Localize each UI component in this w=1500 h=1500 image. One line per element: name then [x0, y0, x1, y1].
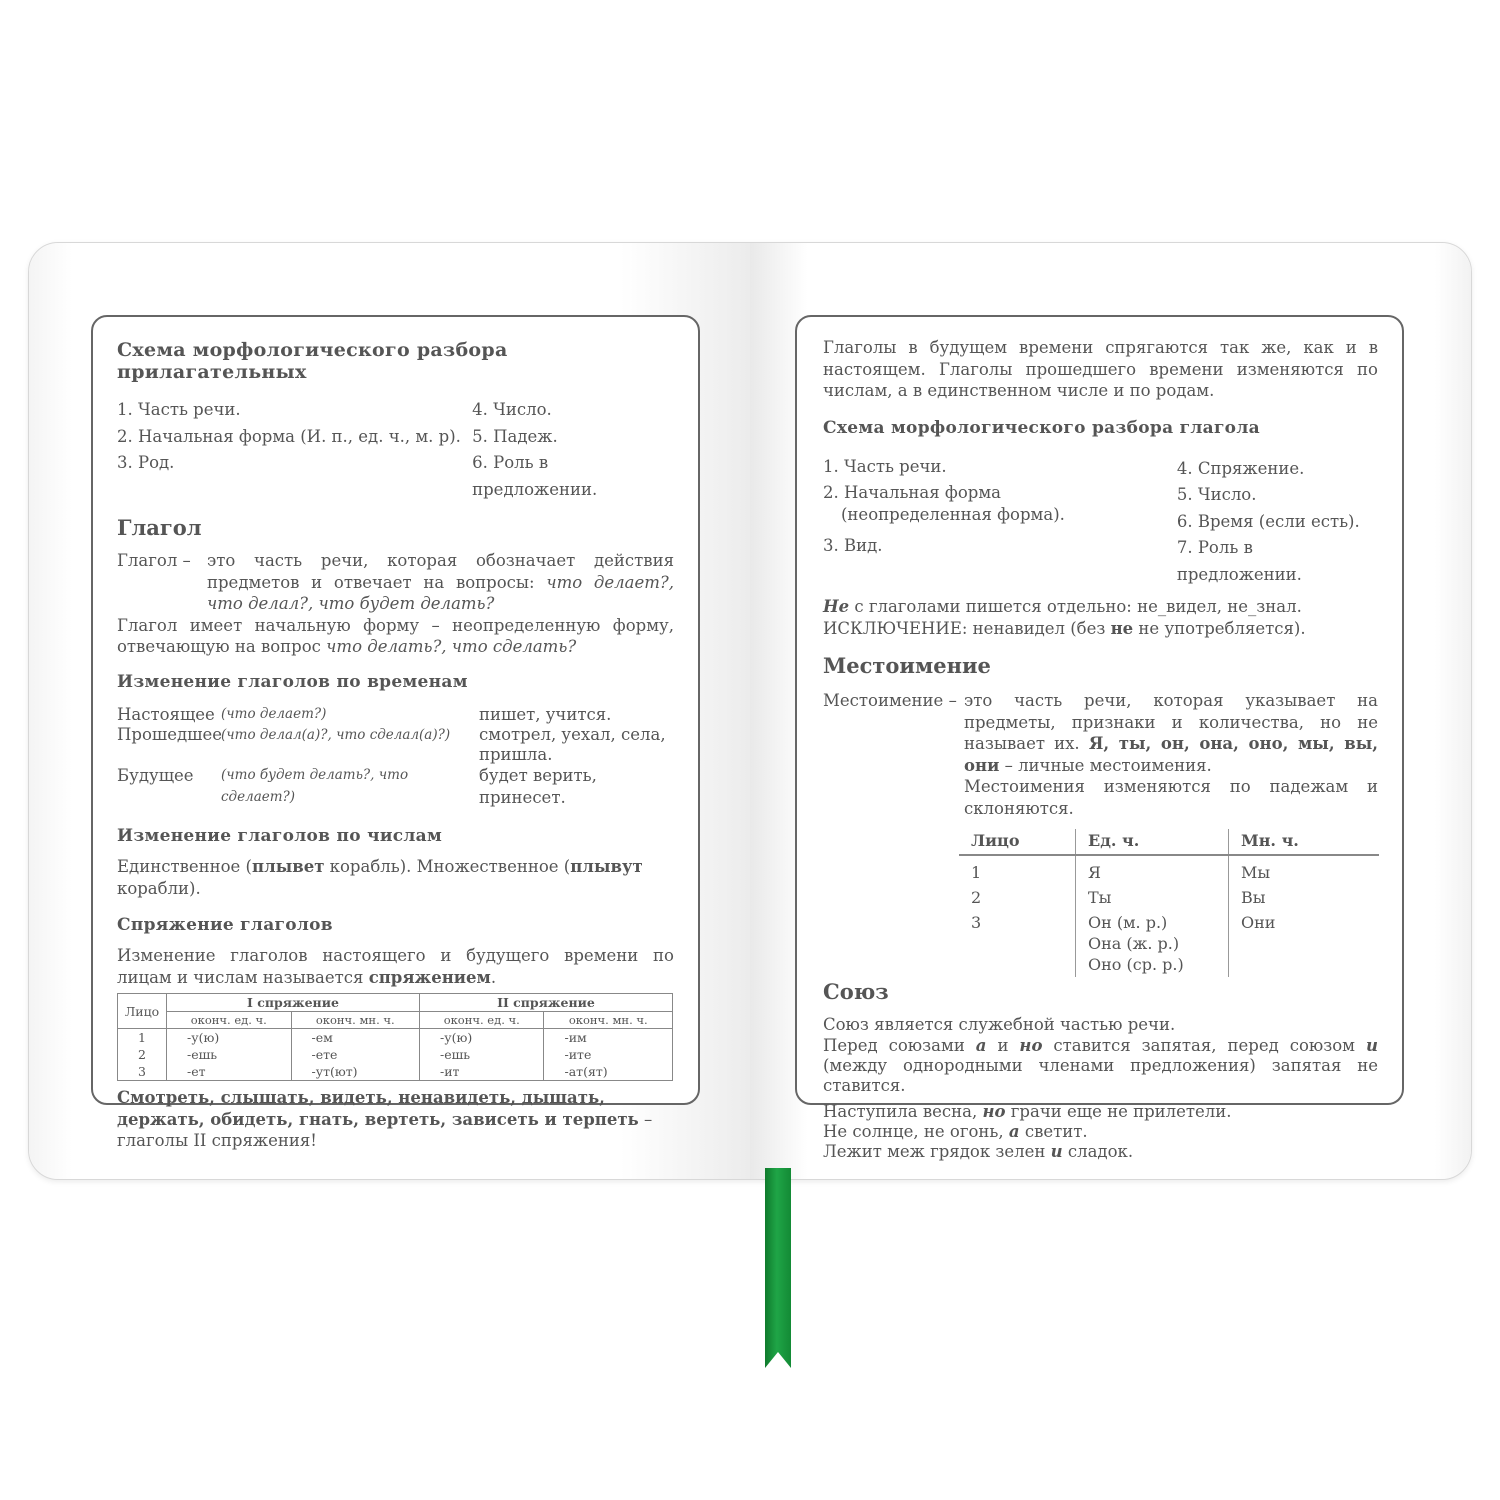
table-row: [118, 1029, 673, 1047]
list-item: 3. Вид.: [823, 536, 883, 555]
text-span: ИСКЛЮЧЕНИЕ:: [823, 618, 968, 638]
text-span: это часть речи, которая указывает на предметы, признаки и количества, но не называет их.: [964, 691, 1378, 753]
conjunction-examples: [823, 1102, 1378, 1162]
text-span: -ешь: [167, 1046, 292, 1063]
text-span: Глагол имеет начальную форму – неопределенную форму, отвечающую на вопрос: [117, 615, 674, 656]
conjugation-text: [117, 945, 674, 988]
text-span: (что делает?): [221, 705, 327, 722]
text-span: Прошедшее: [117, 725, 223, 744]
tense-list: [117, 704, 674, 809]
text-span: и: [1366, 1035, 1378, 1055]
list-item: 5. Число.: [1176, 485, 1257, 504]
text-span: будет верить, принесет.: [479, 766, 597, 807]
list-item: 3. Род.: [117, 453, 175, 472]
text-span: сладок.: [1062, 1141, 1134, 1161]
list-item: (неопределенная форма).: [841, 504, 1065, 524]
text-span: – личные местоимения.: [999, 755, 1212, 775]
table-row: [118, 1046, 673, 1063]
text-span: ненавидел (без: [967, 618, 1111, 638]
text-span: грачи еще не прилетели.: [1005, 1101, 1232, 1121]
list-item: 2. Начальная форма (И. п., ед. ч., м. р).: [117, 426, 461, 446]
number-heading: Изменение глаголов по числам: [117, 826, 443, 846]
text-span: не: [1110, 618, 1134, 638]
list-item: 4. Спряжение.: [1176, 458, 1305, 478]
text-span: Я: [1076, 855, 1229, 885]
text-span: -у(ю): [167, 1029, 292, 1047]
verb-initial-form: [117, 615, 674, 658]
text-span: плывет: [252, 857, 325, 876]
table-header: II спряжение: [419, 994, 672, 1012]
list-item: 4. Число.: [472, 400, 552, 419]
text-span: .: [490, 967, 497, 987]
text-span: и: [1050, 1141, 1063, 1161]
text-span: корабль). Множественное (: [324, 857, 571, 876]
text-span: Настоящее: [117, 704, 215, 724]
table-header: Мн. ч.: [1229, 829, 1380, 855]
tense-heading: Изменение глаголов по временам: [117, 671, 468, 692]
verb-scheme-title: Схема морфологического разбора глагола: [823, 417, 1260, 438]
text-span: что делать?, что сделать?: [326, 637, 577, 656]
ne-rule: [823, 596, 1378, 618]
pronoun-definition: [823, 690, 1378, 819]
text-span: -ит: [419, 1063, 544, 1081]
text-span: 3: [118, 1063, 167, 1081]
text-span: спряжением: [368, 967, 491, 987]
conjugation-table: [117, 993, 673, 1081]
text-span: Ты: [1076, 885, 1229, 910]
text-span: Мы: [1229, 855, 1380, 885]
text-span: светит.: [1019, 1121, 1088, 1141]
pronoun-heading: Местоимение: [823, 653, 991, 678]
ne-exception: [823, 618, 1378, 640]
table-header: Лицо: [959, 829, 1076, 855]
table-row: [959, 910, 1379, 977]
text-span: Смотреть, слышать, видеть, ненавидеть, дышать, держать, обидеть, гнать, вертеть, зависеть и терпеть: [117, 1088, 639, 1129]
right-info-frame: [795, 315, 1404, 1161]
text-span: а: [1008, 1121, 1020, 1141]
text-span: оконч. ед. ч.: [419, 1012, 544, 1029]
text-span: -ат(ят): [544, 1063, 673, 1081]
conjunction-heading: Союз: [823, 979, 889, 1004]
tense-row: [117, 725, 674, 765]
text-span: Оно (ср. р.): [1088, 955, 1184, 974]
text-span: но: [982, 1101, 1006, 1121]
text-span: -ем: [291, 1029, 419, 1047]
text-span: Местоимение –: [823, 691, 957, 710]
text-span: оконч. мн. ч.: [291, 1012, 419, 1029]
text-span: Изменение глаголов настоящего и будущего времени по лицам и числам называется: [117, 946, 674, 987]
list-item: 7. Роль в предложении.: [1176, 538, 1302, 584]
text-span: -ешь: [419, 1046, 544, 1063]
tense-row: [117, 704, 674, 726]
list-item: 1. Часть речи.: [823, 456, 947, 476]
verb-definition: [117, 550, 674, 615]
adj-scheme-list: [117, 397, 674, 503]
text-span: 3: [971, 913, 982, 932]
text-span: 1: [118, 1029, 167, 1047]
text-span: не употребляется).: [1133, 618, 1306, 638]
text-span: Он (м. р.): [1088, 913, 1168, 932]
pronoun-table: [959, 829, 1379, 977]
verb-term: Глагол –: [117, 551, 191, 570]
text-span: оконч. ед. ч.: [167, 1012, 292, 1029]
text-span: Перед союзами: [823, 1035, 976, 1055]
bookmark-ribbon: [765, 1168, 791, 1368]
open-notebook: [28, 242, 1472, 1180]
verb-scheme-list: [823, 456, 1378, 589]
text-span: (что будет делать?, что сделает?): [221, 767, 409, 805]
text-span: Будущее: [117, 766, 194, 785]
text-span: с глаголами пишется отдельно: не_видел, не_знал.: [849, 597, 1302, 616]
text-span: Они: [1229, 910, 1380, 977]
verb-heading: Глагол: [117, 515, 202, 540]
list-item: 5. Падеж.: [472, 426, 558, 446]
list-item: 6. Время (если есть).: [1176, 511, 1360, 531]
left-info-frame: [91, 315, 700, 1150]
number-text: [117, 856, 674, 899]
text-span: -ет: [167, 1063, 292, 1081]
table-row: [959, 855, 1379, 885]
verb-def-text: это часть речи, которая обозначает действия предметов и отвечает на вопросы:: [207, 551, 674, 592]
text-span: ставится запятая, перед союзом: [1042, 1035, 1366, 1055]
list-item: 2. Начальная форма: [823, 483, 1001, 502]
table-header: I спряжение: [167, 994, 420, 1012]
text-span: Она (ж. р.): [1088, 934, 1180, 953]
list-item: 6. Роль в предложении.: [472, 453, 598, 499]
conjunction-def: Союз является служебной частью речи.: [823, 1015, 1176, 1034]
text-span: (между однородными членами предложения) запятая не ставится.: [823, 1055, 1378, 1095]
text-span: -у(ю): [419, 1029, 544, 1047]
text-span: Местоимения изменяются по падежам и склоняются.: [964, 777, 1378, 818]
conjugation-exceptions: [117, 1087, 674, 1152]
text-span: пишет, учится.: [479, 704, 612, 724]
text-span: и: [986, 1035, 1020, 1055]
adj-scheme-title: Схема морфологического разбора прилагательных: [117, 339, 508, 383]
text-span: Не: [823, 597, 850, 616]
text-span: а: [975, 1035, 987, 1055]
text-span: (что делал(а)?, что сделал(а)?): [221, 727, 451, 743]
text-span: 2: [118, 1046, 167, 1063]
text-span: 1: [971, 863, 982, 882]
text-span: 2: [971, 888, 982, 907]
table-row: [959, 885, 1379, 910]
conjugation-heading: Спряжение глаголов: [117, 915, 333, 935]
right-page: [750, 243, 1471, 1179]
text-span: – глаголы II спряжения!: [117, 1109, 653, 1150]
text-span: Я, ты, он, она, оно, мы, вы, они: [964, 734, 1378, 775]
table-header: Ед. ч.: [1076, 829, 1229, 855]
text-span: смотрел, уехал, села, пришла.: [479, 725, 666, 764]
tense-row: [117, 765, 674, 808]
text-span: Не солнце, не огонь,: [823, 1121, 1009, 1141]
future-tense-note: Глаголы в будущем времени спрягаются так же, как и в настоящем. Глаголы прошедшего времени изменяются по числам, а в единственном числе и по родам.: [823, 338, 1378, 400]
text-span: -ете: [291, 1046, 419, 1063]
text-span: -ите: [544, 1046, 673, 1063]
text-span: Единственное (: [117, 857, 252, 876]
left-page: [29, 243, 750, 1179]
text-span: плывут: [570, 857, 643, 876]
text-span: Вы: [1229, 885, 1380, 910]
text-span: корабли).: [117, 878, 201, 898]
verb-def-questions: что делает?, что делал?, что будет делать?: [207, 572, 674, 613]
table-row: [118, 1063, 673, 1081]
text-span: -им: [544, 1029, 673, 1047]
text-span: но: [1019, 1035, 1043, 1055]
text-span: Наступила весна,: [823, 1101, 983, 1121]
table-header: Лицо: [118, 994, 167, 1029]
list-item: 1. Часть речи.: [117, 400, 241, 419]
text-span: Лежит меж грядок зелен: [823, 1141, 1051, 1161]
text-span: -ут(ют): [291, 1063, 419, 1081]
text-span: оконч. мн. ч.: [544, 1012, 673, 1029]
conjunction-rule: [823, 1036, 1378, 1096]
